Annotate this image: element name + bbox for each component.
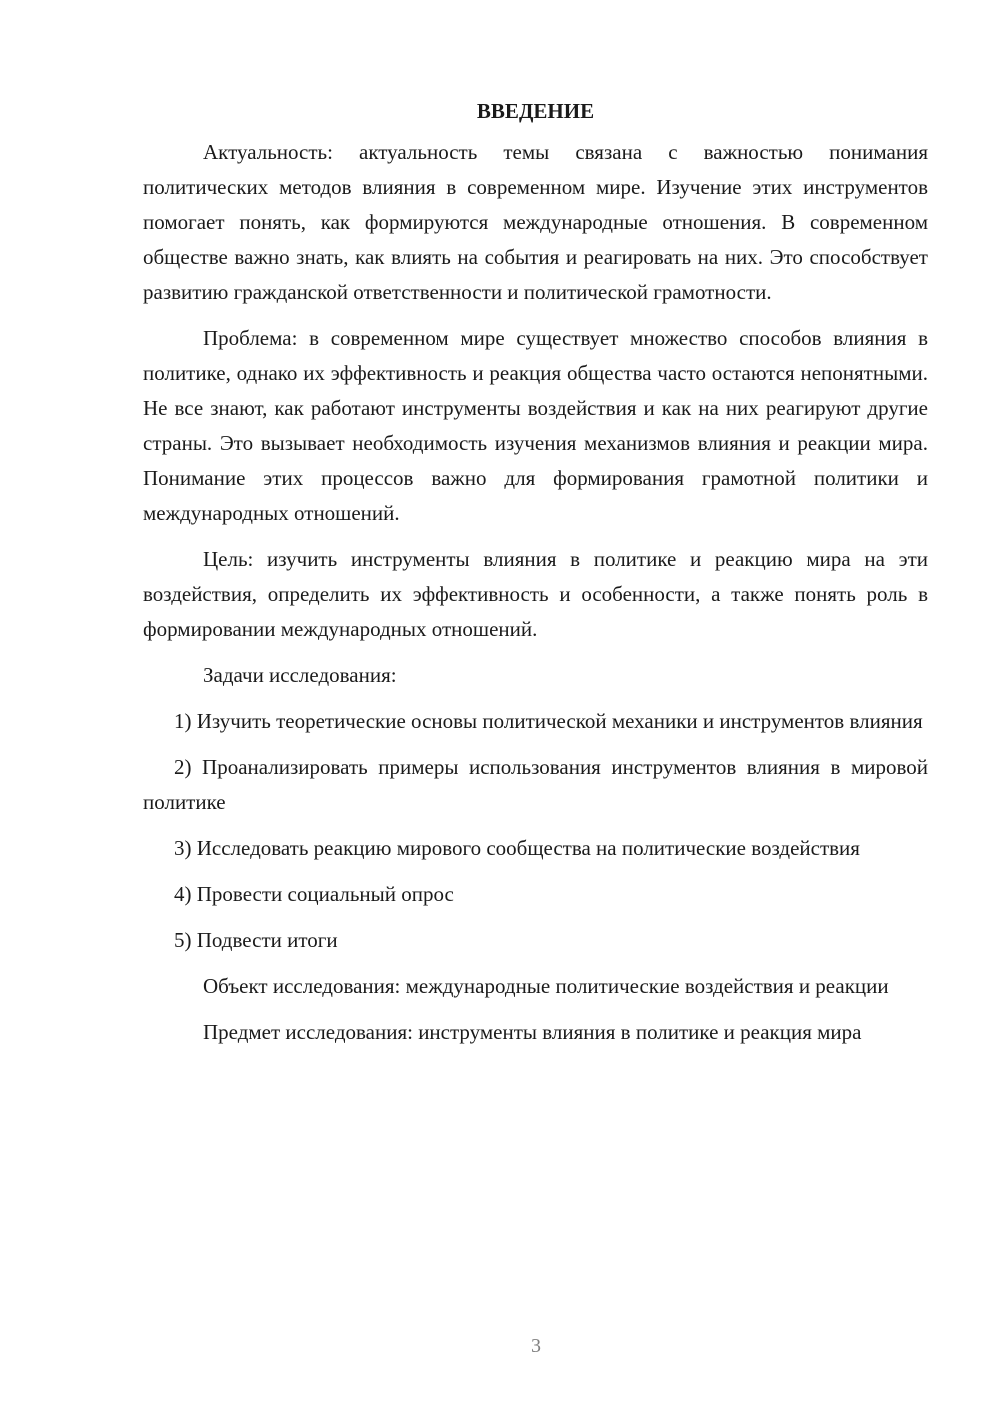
task-item-1: 1) Изучить теоретические основы политической механики и инструментов влияния: [174, 709, 923, 733]
goal-paragraph: Цель: изучить инструменты влияния в политике и реакцию мира на эти воздействия, определить их эффективность и особенности, а также понять роль в формировании международных отношений.: [143, 547, 928, 641]
page-number: 3: [531, 1335, 541, 1357]
page-title: ВВЕДЕНИЕ: [476, 99, 595, 123]
subject-paragraph: Предмет исследования: инструменты влияния в политике и реакция мира: [203, 1020, 862, 1044]
tasks-heading: Задачи исследования:: [203, 663, 397, 687]
relevance-paragraph: Актуальность: актуальность темы связана с важностью понимания политических методов влияния в современном мире. Изучение этих инструментов помогает понять, как формируются международные отношения. В современном обществе важно знать, как влиять на события и реагировать на них. Это способствует развитию гражданской ответственности и политической грамотности.: [143, 140, 928, 304]
object-paragraph: Объект исследования: международные политические воздействия и реакции: [203, 974, 889, 998]
problem-paragraph: Проблема: в современном мире существует множество способов влияния в политике, однако их эффективность и реакция общества часто остаются непонятными. Не все знают, как работают инструменты воздействия и как на них реагируют другие страны. Это вызывает необходимость изучения механизмов влияния и реакции мира. Понимание этих процессов важно для формирования грамотной политики и международных отношений.: [143, 326, 928, 525]
task-item-4: 4) Провести социальный опрос: [174, 882, 454, 906]
document-page: [143, 94, 928, 1061]
task-item-2: 2) Проанализировать примеры использования инструментов влияния в мировой политике: [143, 755, 928, 814]
task-item-3: 3) Исследовать реакцию мирового сообщества на политические воздействия: [174, 836, 860, 860]
task-item-5: 5) Подвести итоги: [174, 928, 338, 952]
